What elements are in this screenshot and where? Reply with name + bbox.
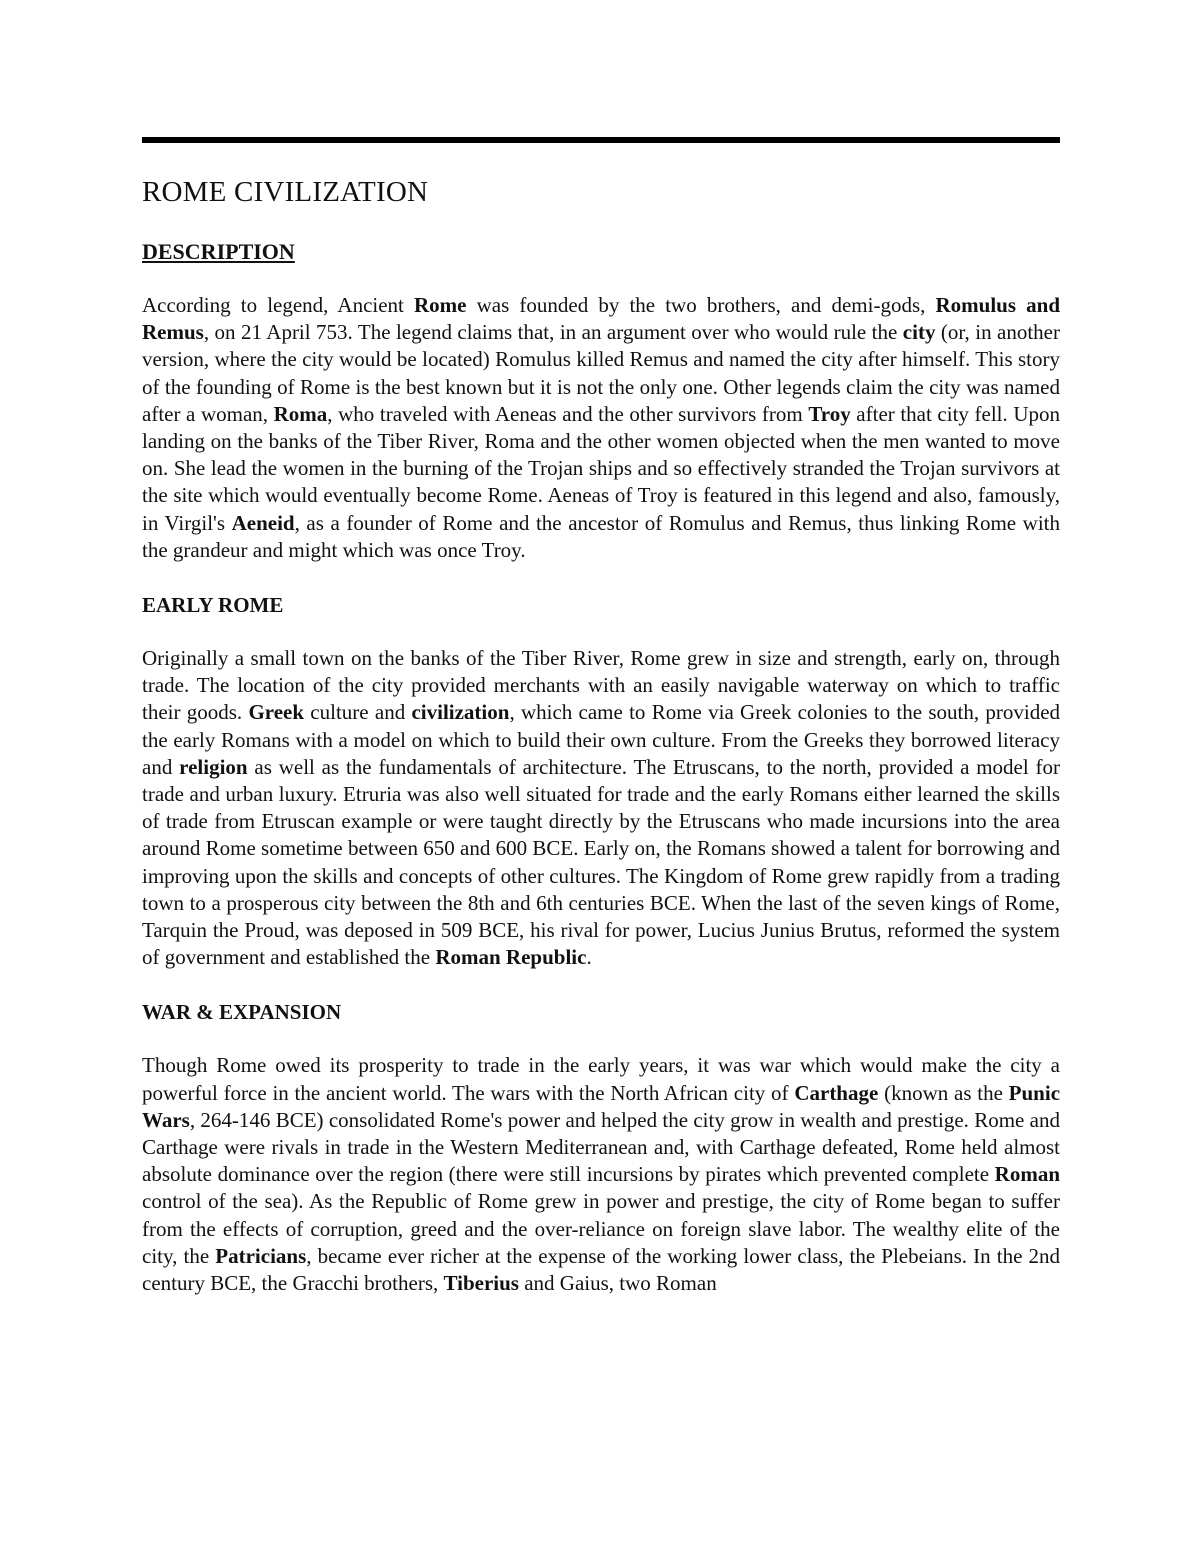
document-title: ROME CIVILIZATION (142, 176, 429, 208)
text-run: , on 21 April 753. The legend claims that, in an argument over who would rule the (203, 320, 903, 345)
bold-term-romulus-remus: Romulus and Remus (142, 293, 1061, 345)
bold-term-greek: Greek (248, 700, 305, 725)
bold-term-punic-wars: Punic Wars (142, 1080, 1061, 1132)
bold-term-roma: Roma (273, 401, 328, 426)
top-horizontal-rule (142, 137, 1060, 143)
document-page (142, 137, 1060, 1297)
bold-term-civilization: civilization (411, 700, 510, 725)
text-run: . (586, 945, 592, 970)
text-run: Though Rome owed its prosperity to trade in the early years, it was war which would make the city a powerful force in the ancient world. The wars with the North African city of (142, 1053, 1060, 1105)
text-run: (or, in another version, where the city would be located) Romulus killed Remus and named the city after himself. This story of the founding of Rome is the best known but it is not the only one. Other legends claim the city was named after a woman, (142, 320, 1060, 426)
bold-term-religion: religion (179, 754, 248, 779)
text-run: control of the sea). As the Republic of Rome grew in power and prestige, the city of Rome began to suffer from the effects of corruption, greed and the over-reliance on foreign slave labor. The wealthy elite of the city, the (142, 1189, 1060, 1268)
text-run: According to legend, Ancient (142, 293, 414, 317)
paragraph-war-expansion (142, 1052, 1060, 1297)
bold-term-tiberius: Tiberius (443, 1271, 519, 1296)
paragraph-description (142, 292, 1060, 564)
section-heading-description: DESCRIPTION (142, 239, 295, 264)
text-run: , which came to Rome via Greek colonies to the south, provided the early Romans with a model on which to build their own culture. From the Greeks they borrowed literacy and (142, 700, 1061, 779)
text-run: , 264-146 BCE) consolidated Rome's power and helped the city grow in wealth and prestige. Rome and Carthage were rivals in trade in the Western Mediterranean and, with Carthage defeated, Rome held almost absolute dominance over the region (there were still incursions by pirates which prevented complete (142, 1107, 1060, 1187)
bold-term-troy: Troy (808, 401, 851, 426)
bold-term-roman-republic: Roman Republic (435, 945, 587, 970)
text-run: (known as the (878, 1080, 1009, 1105)
bold-term-carthage: Carthage (794, 1080, 879, 1105)
text-run: culture and (304, 700, 412, 725)
paragraph-early-rome (142, 645, 1060, 971)
text-run: , became ever richer at the expense of the working lower class, the Plebeians. In the 2nd century BCE, the Gracchi brothers, (142, 1243, 1061, 1296)
bold-term-rome: Rome (414, 293, 467, 317)
text-run: , as a founder of Rome and the ancestor of Romulus and Remus, thus linking Rome with the grandeur and might which was once Troy. (142, 510, 1061, 562)
bold-term-aeneid: Aeneid (231, 510, 295, 535)
text-run: after that city fell. Upon landing on the banks of the Tiber River, Roma and the other women objected when the men wanted to move on. She lead the women in the burning of the Trojan ships and so effectively stranded the Trojan survivors at the site which would eventually become Rome. Aeneas of Troy is featured in this legend and also, famously, in Virgil's (142, 401, 1060, 535)
bold-term-roman: Roman (994, 1162, 1060, 1187)
bold-term-city: city (902, 320, 936, 345)
text-run: and Gaius, two Roman (518, 1271, 717, 1296)
text-run: as well as the fundamentals of architecture. The Etruscans, to the north, provided a model for trade and urban luxury. Etruria was also well situated for trade and the early Romans either learned the skills of trade from Etruscan example or were taught directly by the Etruscans who made incursions into the area around Rome sometime between 650 and 600 BCE. Early on, the Romans showed a talent for borrowing and improving upon the skills and concepts of other cultures. The Kingdom of Rome grew rapidly from a trading town to a prosperous city between the 8th and 6th centuries BCE. When the last of the seven kings of Rome, Tarquin the Proud, was deposed in 509 BCE, his rival for power, Lucius Junius Brutus, reformed the system of government and established the (142, 754, 1060, 970)
text-run: , who traveled with Aeneas and the other survivors from (327, 401, 809, 426)
section-heading-war-expansion: WAR & EXPANSION (142, 1000, 342, 1025)
section-heading-early-rome: EARLY ROME (142, 593, 284, 618)
bold-term-patricians: Patricians (215, 1243, 307, 1268)
text-run: was founded by the two brothers, and demi-gods, (466, 293, 936, 317)
text-run: Originally a small town on the banks of the Tiber River, Rome grew in size and strength, early on, through trade. The location of the city provided merchants with an easily navigable waterway on which to traffic their goods. (142, 646, 1060, 725)
